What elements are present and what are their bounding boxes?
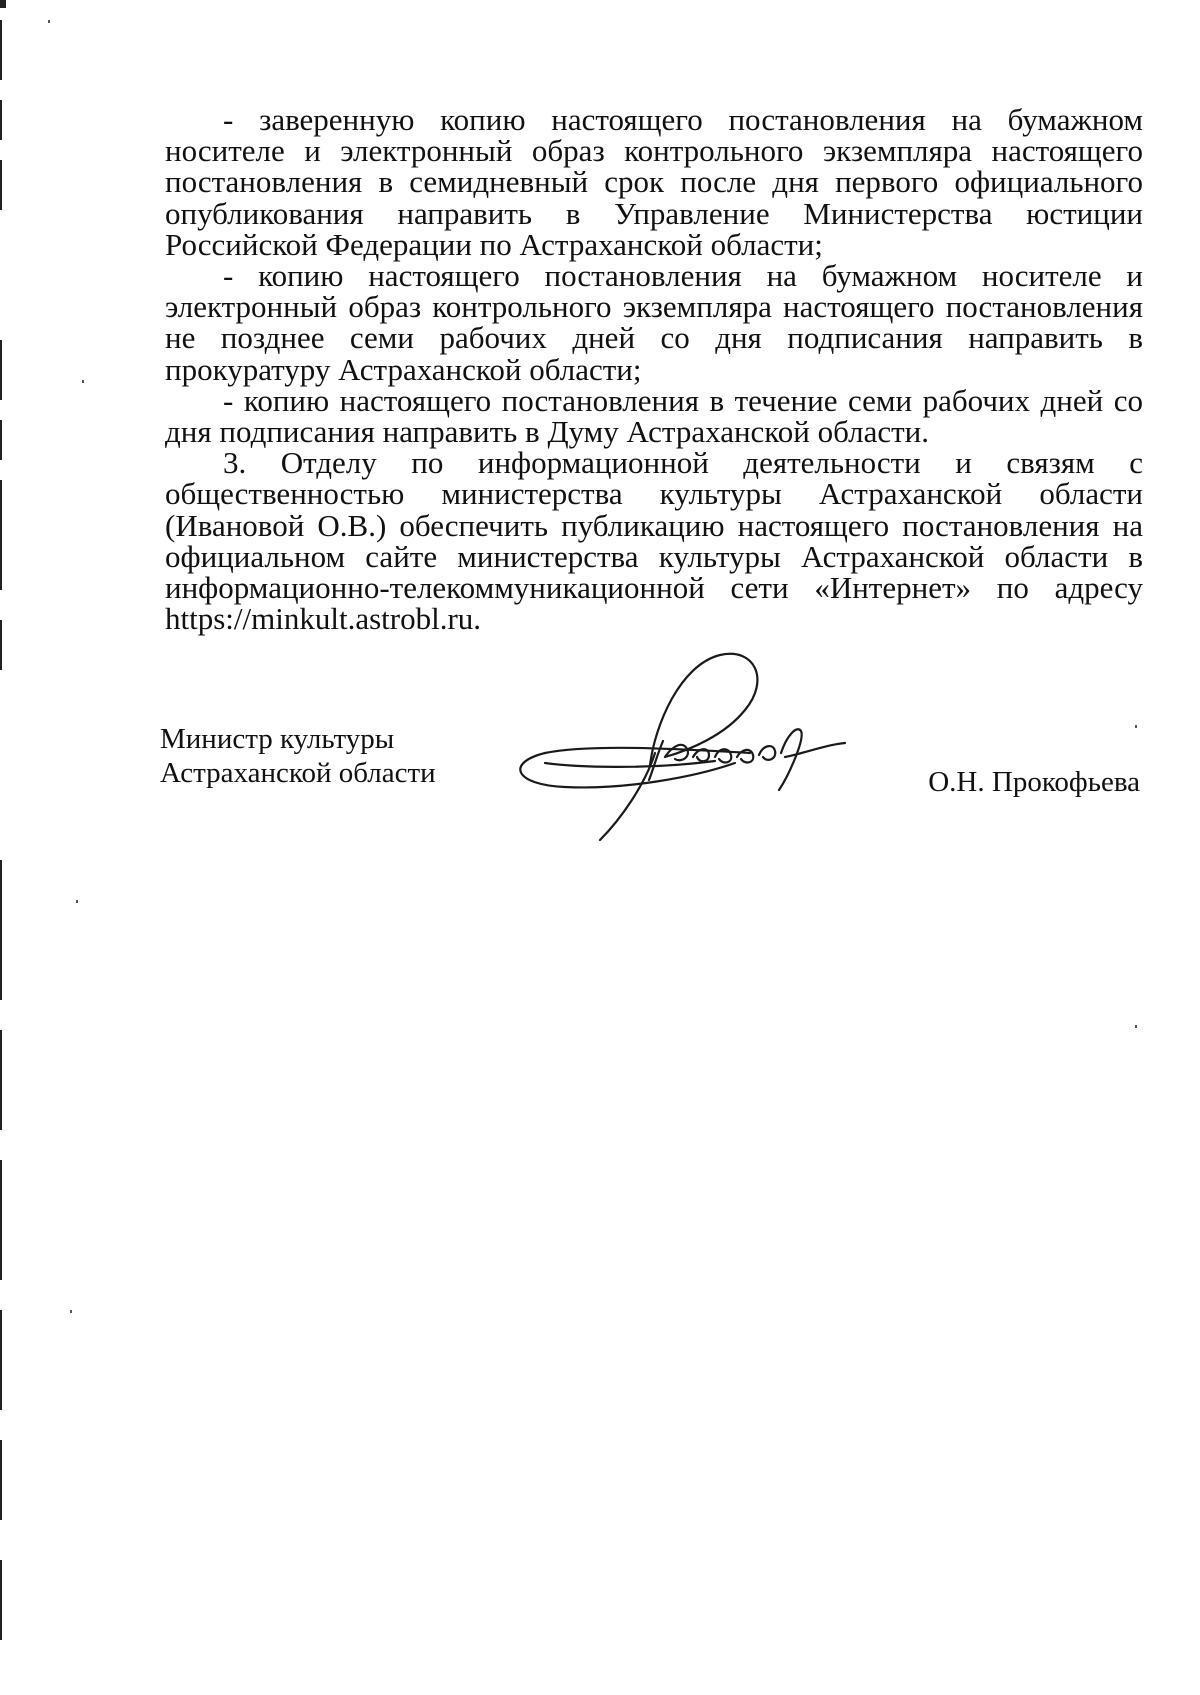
scan-speck [70, 1310, 72, 1313]
scan-edge-line [0, 1160, 2, 1280]
paragraph-duma-copy: - копию настоящего постановления в течение семи рабочих дней со дня подписания направить в Думу Астраханской области. [165, 382, 1143, 450]
paragraph-certified-copy: - заверенную копию настоящего постановления на бумажном носителе и электронный образ контрольного экземпляра настоящего постановления в семидневный срок после дня первого официального опубликования направить в Управление Министерства юстиции Российской Федерации по Астраханской области; [165, 102, 1143, 262]
paragraph-prosecutor-copy: - копию настоящего постановления на бумажном носителе и электронный образ контрольного экземпляра настоящего постановления не позднее семи рабочих дней со дня подписания направить в прокуратуру Астраханской области; [165, 258, 1143, 387]
signatory-position [160, 722, 436, 790]
scan-edge-line [0, 340, 2, 400]
scan-edge-line [0, 480, 2, 590]
signatory-position-line2: Астраханской области [160, 757, 436, 789]
scan-edge-line [0, 160, 2, 210]
scan-speck [48, 20, 50, 23]
scan-edge-line [0, 860, 2, 1000]
signatory-name: О.Н. Прокофьева [928, 766, 1140, 798]
signatory-position-line1: Министр культуры [160, 723, 395, 755]
scan-edge-line [0, 0, 6, 8]
scan-edge-line [0, 1440, 2, 1520]
scan-edge-line [0, 1030, 2, 1130]
scan-speck [82, 380, 84, 383]
scan-edge-line [0, 620, 2, 670]
scan-edge-line [0, 420, 2, 460]
scan-speck [76, 900, 78, 903]
scan-speck [1135, 1025, 1137, 1028]
scan-edge-line [0, 20, 2, 80]
paragraph-publication: 3. Отделу по информационной деятельности и связям с общественностью министерства культуры Астраханской области (Ивановой О.В.) обеспечить публикацию настоящего постановления на официальном сайте министерства культуры Астраханской области в информационно-телекоммуникационной сети «Интернет» по адресу https://minkult.astrobl.ru. [165, 445, 1143, 637]
scan-edge-line [0, 1310, 2, 1410]
signature-block [160, 722, 1140, 842]
scan-edge-line [0, 1560, 2, 1640]
scan-edge-line [0, 100, 2, 140]
document-body [165, 102, 1143, 637]
